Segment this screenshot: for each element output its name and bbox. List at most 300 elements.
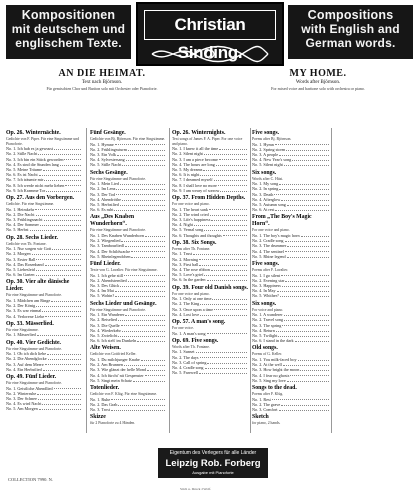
song-title: No. 4. Lost love: [172, 311, 200, 317]
leader-dots: [122, 197, 165, 201]
leader-dots: [219, 146, 247, 150]
song-title: No. 4. Es sind die Stunden lang: [6, 161, 59, 167]
leader-dots: [117, 152, 165, 156]
leader-dots: [210, 212, 247, 216]
leader-dots: [36, 267, 81, 271]
song-title: No. 2. Winterruhe: [6, 390, 37, 396]
leader-dots: [200, 172, 247, 176]
song-title: No. 1. Geistliche Abendlied: [6, 385, 53, 391]
section-heading: Op. 28. Sechs Lieder.: [6, 234, 58, 241]
title-german: [22, 68, 182, 91]
song-title: No. 1. My song: [252, 181, 279, 187]
leader-dots: [204, 227, 247, 231]
song-title: No. 6. It is night: [172, 172, 200, 178]
song-title: No. 5. Liebesleid: [6, 267, 35, 273]
leader-dots: [203, 167, 247, 171]
leader-dots: [287, 378, 329, 382]
song-title: No. 2. Stille Nacht: [6, 151, 38, 157]
column-divider: [169, 128, 170, 433]
song-title: No. 2. The days: [172, 354, 199, 360]
leader-dots: [194, 222, 247, 226]
section-heading: Op. 69. Five songs.: [172, 337, 219, 344]
song-title: No. 1. I go silent: [252, 272, 281, 278]
column-divider: [86, 128, 87, 433]
publisher-rights: Eigentum des Verlegers für alle Länder: [169, 450, 257, 456]
leader-dots: [141, 357, 165, 361]
section-heading: Fünf Gesänge.: [90, 130, 126, 136]
leader-dots: [287, 254, 329, 258]
song-title: No. 5. Autumn song: [252, 202, 286, 208]
song-title: No. 3. A people: [252, 152, 279, 157]
leader-dots: [120, 283, 165, 287]
song-title: No. 1. Nur sorgen wir Gott: [6, 246, 52, 252]
song-title: No. 4. In May: [252, 288, 276, 294]
song-title: No. 4. The rose ribbon: [172, 267, 210, 273]
publisher-box: [158, 448, 268, 478]
song-title: No. 6. Thoughts and thoughts: [172, 232, 222, 238]
song-entry: [6, 272, 82, 277]
song-title: No. 4. Sylvestersang: [90, 157, 125, 163]
leader-dots: [65, 183, 81, 187]
leader-dots: [286, 147, 329, 151]
catalogue-column-3: [172, 128, 248, 433]
song-title: No. 3. Call of spring: [172, 359, 207, 365]
song-title: No. 2. Morgen: [6, 251, 31, 257]
title-german-main: AN DIE HEIMAT.: [58, 68, 146, 79]
section-subtitle: Text songs of James F. A. Piper. For one voice and piano.: [172, 137, 243, 146]
section-heading: Sechs Lieder und Gesänge.: [90, 300, 157, 307]
leader-dots: [199, 370, 247, 374]
song-title: No. 1. Ein Wanderer: [90, 312, 125, 318]
song-title: No. 8. I shall love no more: [172, 182, 217, 188]
leader-dots: [284, 312, 329, 316]
section-subtitle: Poems of G. Keller.: [252, 352, 283, 357]
song-title: No. 5. Zwielicht: [90, 333, 118, 339]
leader-dots: [301, 233, 329, 237]
song-title: No. 2. The grave: [252, 401, 281, 407]
song-title: No. 5. Silent night: [252, 162, 283, 168]
song-title: No. 2. Die Abendglocke: [6, 356, 47, 362]
song-title: No. 6. Es ist Nacht: [6, 172, 38, 178]
leader-dots: [32, 251, 81, 255]
leader-dots: [52, 246, 81, 250]
leader-dots: [285, 238, 329, 242]
song-entry: [90, 207, 166, 212]
song-title: No. 1. Rest: [252, 396, 271, 402]
section-heading: Old songs.: [252, 345, 278, 352]
leader-dots: [118, 317, 165, 321]
song-title: No. 1. Mein Lied: [90, 181, 119, 187]
song-title: No. 3. Ein Volk: [90, 152, 117, 157]
song-title: No. 4. New Year's song: [252, 157, 292, 163]
leader-dots: [212, 296, 247, 300]
song-title: No. 3. The spring: [252, 322, 282, 328]
leader-dots: [37, 332, 81, 336]
plate-number: COLLECTION 7990. N.: [8, 477, 53, 482]
song-title: No. 6. At rest: [252, 207, 275, 213]
section-heading: Six songs.: [252, 300, 277, 307]
leader-dots: [133, 378, 165, 382]
song-entry: [252, 293, 330, 298]
section-subtitle: For voice and piano.: [252, 307, 284, 312]
song-title: No. 5. Farewell: [172, 370, 199, 376]
leader-dots: [279, 152, 329, 156]
leader-dots: [111, 397, 165, 401]
song-title: No. 2. Die Nacht: [6, 211, 35, 217]
section-heading: Aus „Des Knaben Wunderhorn“.: [90, 214, 135, 228]
leader-dots: [38, 151, 81, 155]
ornament-knot-icon: [148, 44, 272, 64]
leader-dots: [115, 288, 165, 292]
song-title: No. 3. Es war einmal: [6, 308, 42, 314]
leader-dots: [279, 186, 329, 190]
song-title: No. 9. I am weary of sorrow: [172, 187, 220, 193]
song-title: No. 1. Mädchen am Ringe: [6, 298, 51, 304]
leader-dots: [54, 386, 81, 390]
leader-dots: [211, 217, 247, 221]
song-title: No. 5. Stille Nacht: [90, 162, 122, 168]
song-title: No. 1. Ob ich dich liebe: [6, 351, 47, 357]
song-title: No. 5. Twilight: [252, 333, 278, 339]
section-subtitle: For one voice.: [172, 326, 194, 331]
song-entry: [172, 312, 248, 317]
leader-dots: [282, 283, 329, 287]
leader-dots: [295, 338, 329, 342]
song-title: No. 4. Afterglow: [252, 196, 281, 202]
song-entry: [172, 233, 248, 238]
section-heading: Op. 40. Vier Gedichte.: [6, 339, 61, 346]
leader-dots: [30, 227, 81, 231]
song-title: No. 3. Des Glück: [90, 283, 120, 289]
song-title: No. 4. Der Schildwache: [90, 248, 131, 254]
header-right-line-3: German words.: [305, 36, 396, 50]
header-english-banner: [288, 5, 413, 59]
leader-dots: [131, 249, 165, 253]
leader-dots: [287, 202, 329, 206]
song-title: No. 1. A man's song: [172, 330, 206, 336]
section-heading: Five songs.: [252, 261, 280, 268]
leader-dots: [281, 197, 329, 201]
song-title: No. 5. Whither?: [252, 293, 279, 299]
leader-dots: [120, 202, 165, 206]
leader-dots: [200, 355, 247, 359]
section-subtitle: Für eine Singstimme und Pianoforte.: [90, 228, 146, 233]
leader-dots: [281, 273, 329, 277]
leader-dots: [116, 186, 165, 190]
section-heading: From „The Boy's Magic Horn“.: [252, 214, 312, 228]
leader-dots: [111, 407, 165, 411]
song-entry: [90, 378, 166, 383]
song-entry: [172, 188, 248, 193]
leader-dots: [47, 351, 81, 355]
song-entry: [172, 370, 248, 375]
song-title: No. 8. Ich werde nicht mehr lieben: [6, 182, 65, 188]
leader-dots: [275, 142, 329, 146]
leader-dots: [300, 367, 329, 371]
leader-dots: [285, 278, 329, 282]
song-title: No. 2. Abendsternlied: [90, 277, 127, 283]
song-title: No. 3. First ball: [172, 261, 199, 267]
song-title: No. 5. Wohin?: [90, 293, 115, 299]
song-title: No. 4. Der Sommer: [6, 222, 39, 228]
leader-dots: [51, 298, 81, 302]
song-title: No. 1. Hymne: [90, 141, 114, 147]
section-subtitle: für 2 Pianoforte zu 4 Händen.: [90, 421, 136, 426]
leader-dots: [204, 151, 247, 155]
section-heading: Sketch: [252, 414, 269, 421]
song-entry: [252, 338, 330, 343]
song-entry: [6, 332, 82, 337]
leader-dots: [199, 262, 247, 266]
song-title: No. 3. Der Tod: [90, 191, 116, 197]
leader-dots: [276, 328, 329, 332]
leader-dots: [137, 338, 165, 342]
column-divider: [331, 128, 332, 433]
publisher-edition: Ausgabe mit Pianoforte: [192, 470, 234, 475]
song-entry: [172, 331, 248, 336]
leader-dots: [43, 367, 81, 371]
leader-dots: [36, 272, 82, 276]
leader-dots: [64, 157, 81, 161]
section-subtitle: Poems after F. Klüg.: [252, 392, 284, 397]
leader-dots: [115, 293, 165, 297]
song-title: No. 2. Spring storm: [252, 146, 286, 152]
leader-dots: [279, 407, 329, 411]
composer-name: Christian Sinding.: [144, 10, 276, 40]
song-title: No. 4. Es wird Nacht: [6, 401, 42, 407]
leader-dots: [214, 307, 247, 311]
section-subtitle: Für eine Singstimme.: [6, 327, 39, 332]
leader-dots: [122, 328, 165, 332]
section-subtitle: Poems after F. Lavalier.: [252, 268, 289, 273]
leader-dots: [290, 373, 329, 377]
song-title: No. 4. The sentinel: [252, 248, 284, 254]
section-subtitle: Poems after Bj. Björnson.: [252, 137, 292, 141]
song-title: No. 3. Comfort: [252, 407, 278, 413]
leader-dots: [207, 360, 247, 364]
song-entry: [6, 188, 82, 193]
song-title: No. 1. Only at one time: [172, 296, 212, 302]
song-title: No. 2. At the well: [252, 362, 282, 368]
song-title: No. 2. Morning: [172, 256, 199, 262]
song-title: No. 1. Hymn: [252, 141, 274, 147]
song-entry: [90, 338, 166, 343]
title-english: [238, 68, 398, 91]
song-entry: [252, 254, 330, 259]
leader-dots: [205, 365, 247, 369]
section-subtitle: Für eine Singstimme und Pianoforte.: [6, 381, 62, 386]
song-title: No. 1. The boy's magic horn: [252, 233, 300, 239]
section-subtitle: Für eine Singstimme und Pianoforte.: [90, 176, 146, 181]
song-title: No. 3. Frühlingsnacht: [6, 217, 43, 223]
leader-dots: [44, 217, 81, 221]
song-entry: [252, 407, 330, 412]
leader-dots: [287, 243, 329, 247]
leader-dots: [275, 207, 329, 211]
leader-dots: [207, 277, 248, 281]
leader-dots: [214, 177, 247, 181]
leader-dots: [45, 314, 81, 318]
song-title: No. 1. The heart sank: [172, 206, 208, 212]
leader-dots: [39, 172, 81, 176]
section-subtitle: For one voice and piano.: [172, 202, 210, 207]
song-title: No. 3. Happiness: [252, 283, 281, 289]
leader-dots: [209, 207, 247, 211]
leader-dots: [118, 402, 165, 406]
leader-dots: [43, 167, 81, 171]
leader-dots: [44, 177, 81, 181]
section-heading: Op. 26. Winternächte.: [6, 130, 61, 136]
leader-dots: [36, 303, 81, 307]
song-title: No. 2. Im Lenz: [90, 186, 116, 192]
leader-dots: [220, 188, 247, 192]
leader-dots: [124, 273, 165, 277]
leader-dots: [278, 333, 329, 337]
song-title: No. 3. I am a piece become: [172, 156, 218, 162]
song-title: No. 2. Reiselied: [90, 317, 117, 323]
leader-dots: [125, 312, 165, 316]
section-subtitle: Texte von G. Lavalier. Für eine Singstimme.: [90, 268, 158, 273]
leader-dots: [37, 391, 81, 395]
leader-dots: [118, 333, 165, 337]
song-title: No. 1. Du milchjunger Knabe: [90, 357, 140, 363]
leader-dots: [207, 331, 247, 335]
section-subtitle: For one voice and piano.: [252, 228, 290, 233]
song-title: No. 2. The wind cried: [172, 211, 209, 217]
section-heading: Sechs Gesänge.: [90, 169, 128, 176]
song-title: No. 2. Wiegenlied: [90, 238, 121, 244]
song-title: No. 3. How bright the moon: [252, 367, 300, 373]
leader-dots: [199, 257, 247, 261]
leader-dots: [120, 181, 165, 185]
section-heading: Five songs.: [252, 130, 280, 136]
song-title: No. 4. The hours are long: [172, 161, 215, 167]
leader-dots: [36, 257, 81, 261]
song-title: No. 4. Das Rosenband: [6, 261, 44, 267]
leader-dots: [124, 362, 165, 366]
song-title: No. 3. Once upon a time: [172, 306, 214, 312]
song-title: No. 6. Es ruht: [90, 207, 114, 213]
song-title: No. 2. Am Brunnen: [90, 362, 123, 368]
song-title: No. 2. Travel song: [252, 317, 284, 323]
section-heading: Skizze: [90, 414, 106, 421]
song-title: No. 2. Cradle song: [252, 238, 284, 244]
leader-dots: [219, 157, 247, 161]
printer-credit: Stich u. Druck J.Wolf.: [180, 487, 212, 491]
song-entry: [90, 162, 166, 167]
leader-dots: [122, 162, 165, 166]
section-subtitle: Words after Th. Fontane.: [172, 344, 210, 349]
song-title: No. 5. Meine Träume: [6, 167, 42, 172]
song-title: No. 1. Ich hab es ja gewusst: [6, 146, 53, 152]
section-heading: Op. 33. Mässerlied.: [6, 320, 54, 327]
section-subtitle: For one voice and piano.: [172, 291, 210, 296]
leader-dots: [285, 249, 329, 253]
song-entry: [90, 293, 166, 298]
section-heading: Op. 38. Six Songs.: [172, 239, 217, 246]
song-title: No. 4. Night: [172, 222, 193, 228]
leader-dots: [216, 162, 247, 166]
song-entry: [6, 314, 82, 319]
leader-dots: [298, 357, 329, 361]
song-title: No. 2. The King: [172, 301, 200, 307]
song-title: No. 5. Herbstlied: [90, 202, 119, 208]
song-title: No. 7. Ich träumte mir: [6, 177, 44, 183]
song-title: No. 2. In spring: [252, 186, 279, 192]
leader-dots: [218, 183, 247, 187]
song-title: No. 5. Am Morgen: [6, 406, 38, 412]
section-heading: Fünf Lieder.: [90, 261, 121, 268]
title-english-main: MY HOME.: [289, 68, 347, 79]
song-title: No. 1. You milk-faced boy: [252, 357, 297, 363]
song-entry: [90, 407, 166, 412]
section-subtitle: for piano, 2 hands.: [252, 421, 281, 426]
leader-dots: [284, 162, 329, 166]
song-title: No. 2. Silent night: [172, 151, 203, 157]
section-subtitle: Poems after Th. Fontane.: [172, 246, 211, 251]
leader-dots: [145, 233, 165, 237]
leader-dots: [292, 157, 329, 161]
section-heading: Totenlieder.: [90, 385, 120, 392]
section-subtitle: Für eine Singstimme und Pianoforte.: [90, 307, 146, 312]
song-title: No. 4. Cradle song: [172, 365, 204, 371]
leader-dots: [46, 188, 81, 192]
leader-dots: [277, 288, 329, 292]
song-title: No. 7. I dreamed myself: [172, 177, 213, 183]
song-title: No. 3. The drummer: [252, 243, 287, 249]
title-english-subtitle: Words after Björnson.: [295, 80, 341, 85]
leader-dots: [196, 349, 247, 353]
header-right-line-2: with English and: [301, 22, 400, 36]
leader-dots: [126, 157, 165, 161]
song-title: No. 4. Abendröthe: [90, 196, 121, 202]
song-title: No. 5. My dreams: [172, 167, 203, 172]
song-entry: [252, 207, 330, 212]
song-title: No. 5. Love's grief: [172, 272, 204, 278]
section-subtitle: Gedichte von F. Klüg. Für eine Singstimme.: [90, 392, 158, 397]
section-heading: Op. 49. Fünf Lieder.: [6, 374, 57, 381]
song-title: No. 1. Ruhe: [90, 396, 111, 402]
leader-dots: [204, 272, 247, 276]
leader-dots: [223, 233, 247, 237]
leader-dots: [125, 243, 165, 247]
leader-dots: [280, 293, 329, 297]
leader-dots: [45, 362, 81, 366]
song-title: No. 1. Trust: [172, 251, 193, 257]
header-left-line-2: mit deutschem und: [11, 22, 126, 36]
leader-dots: [42, 401, 81, 405]
catalogue-column-2: [90, 128, 166, 433]
song-entry: [252, 378, 330, 383]
song-title: No. 1. Sunset: [172, 349, 195, 355]
song-title: No. 6. Ich steh' im Dunkeln: [90, 338, 137, 344]
song-title: No. 4. Return: [252, 327, 275, 333]
section-subtitle: Gedichte von Th. Fontane.: [6, 241, 47, 246]
leader-dots: [48, 356, 81, 360]
song-title: No. 6. I stand in the dark: [252, 338, 294, 344]
leader-dots: [45, 262, 81, 266]
section-subtitle: Gedichte. Für eine Singstimme.: [6, 202, 55, 207]
section-subtitle: Gedichte von Bj. Björnson. Für eine Singstimme.: [90, 137, 166, 141]
song-entry: [6, 227, 82, 232]
composer-banner: [136, 2, 284, 66]
song-title: No. 4. I fear no ghosts: [252, 372, 290, 378]
catalogue-column-4: [252, 128, 330, 433]
publisher-name: Leipzig Rob. Forberg: [165, 458, 261, 469]
song-title: No. 3. Auf dem Meere: [6, 361, 44, 367]
song-title: No. 1. Mässerlied: [6, 332, 36, 338]
leader-dots: [131, 254, 165, 258]
